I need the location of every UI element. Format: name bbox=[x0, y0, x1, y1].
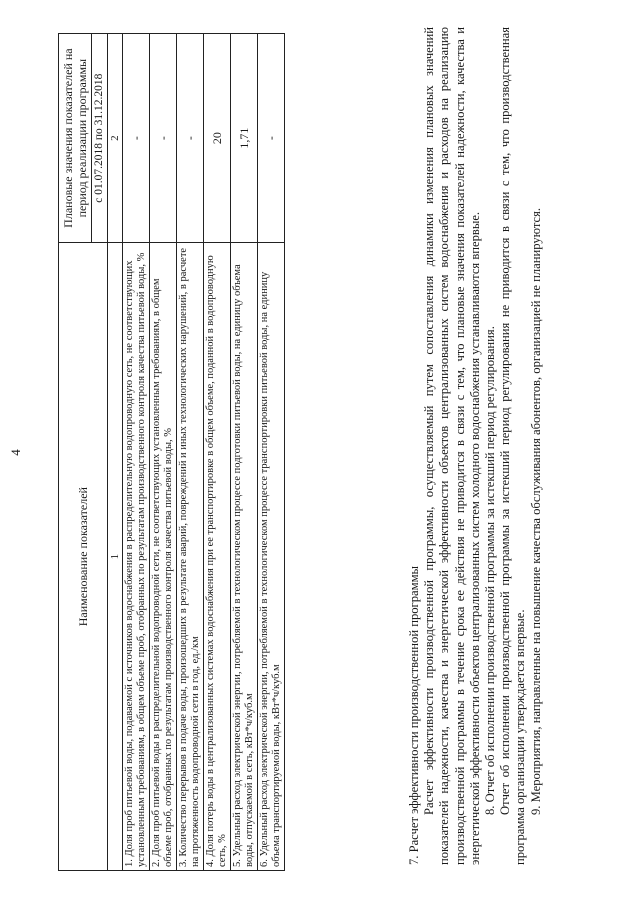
table-row bbox=[150, 34, 177, 871]
col2-subheader: с 01.07.2018 по 31.12.2018 bbox=[92, 34, 108, 243]
row-name: 6. Удельный расход электрической энергии, потребляемой в технологическом процессе транспортировки питьевой воды, на единицу объема транспортируемой воды, кВт*ч/куб.м bbox=[258, 243, 285, 871]
row-name: 5. Удельный расход электрической энергии, потребляемой в технологическом процессе подготовки питьевой воды, на единицу объема воды, отпускаемой в сеть, кВт*ч/куб.м bbox=[231, 243, 258, 871]
section-7-heading: 7. Расчет эффективности производственной программы bbox=[407, 566, 421, 865]
col1-header: Наименование показателей bbox=[59, 243, 108, 871]
col2-num: 2 bbox=[108, 34, 123, 243]
col1-num: 1 bbox=[108, 243, 123, 871]
row-value: - bbox=[177, 34, 204, 243]
row-name: 4. Доля потерь воды в централизованных системах водоснабжения при ее транспортировке в общем объеме, поданной в водопроводную сеть, % bbox=[204, 243, 231, 871]
row-value: - bbox=[258, 34, 285, 243]
table-row bbox=[204, 34, 231, 871]
row-value: 20 bbox=[204, 34, 231, 243]
row-name: 3. Количество перерывов в подаче воды, произошедших в результате аварий, повреждений и иных технологических нарушений, в расчете на протяженность водопроводной сети в год, ед./км bbox=[177, 243, 204, 871]
row-name: 1. Доля проб питьевой воды, подаваемой с источников водоснабжения в распределительную водопроводную сеть, не соответствующих установленным требованиям, в общем объеме проб, отобранных по результатам производственного контроля качества питьевой воды, % bbox=[123, 243, 150, 871]
row-value: - bbox=[150, 34, 177, 243]
section-8-heading: 8. Отчет об исполнении производственной программы за истекший период регулирования. bbox=[483, 326, 498, 815]
section-8-paragraph: Отчет об исполнении производственной программы за истекший период регулирования не приводится в связи с тем, что производственная программа организации утверждается впервые. bbox=[498, 27, 528, 865]
table-row bbox=[123, 34, 150, 871]
page-number: 4 bbox=[8, 449, 23, 456]
table-row bbox=[177, 34, 204, 871]
section-9-paragraph: 9. Мероприятия, направленные на повышение качества обслуживания абонентов, организацией не планируются. bbox=[528, 207, 543, 815]
row-value: 1,71 bbox=[231, 34, 258, 243]
table-row bbox=[231, 34, 258, 871]
indicators-table bbox=[58, 33, 285, 871]
row-name: 2. Доля проб питьевой воды в распределительной водопроводной сети, не соответствующих установленным требованиям, в общем объеме проб, отобранных по результатам производственного контроля качества питьевой воды, % bbox=[150, 243, 177, 871]
table-row bbox=[258, 34, 285, 871]
table-header-row bbox=[59, 34, 92, 871]
col2-header: Плановые значения показателей на период реализации программы bbox=[59, 34, 92, 243]
row-value: - bbox=[123, 34, 150, 243]
section-7-paragraph: Расчет эффективности производственной программы, осуществляемый путем сопоставления динамики изменения плановых значений показателей надежности, качества и энергетической эффективности объектов централизованных систем водоснабжения и расходов на реализацию производственной программы в течение срока ее действия не приводится в связи с тем, что плановые значения показателей надежности, качества и энергетической эффективности объектов централизованных систем холодного водоснабжения устанавливаются впервые. bbox=[422, 27, 482, 865]
table-num-row bbox=[108, 34, 123, 871]
body-text bbox=[407, 27, 544, 865]
